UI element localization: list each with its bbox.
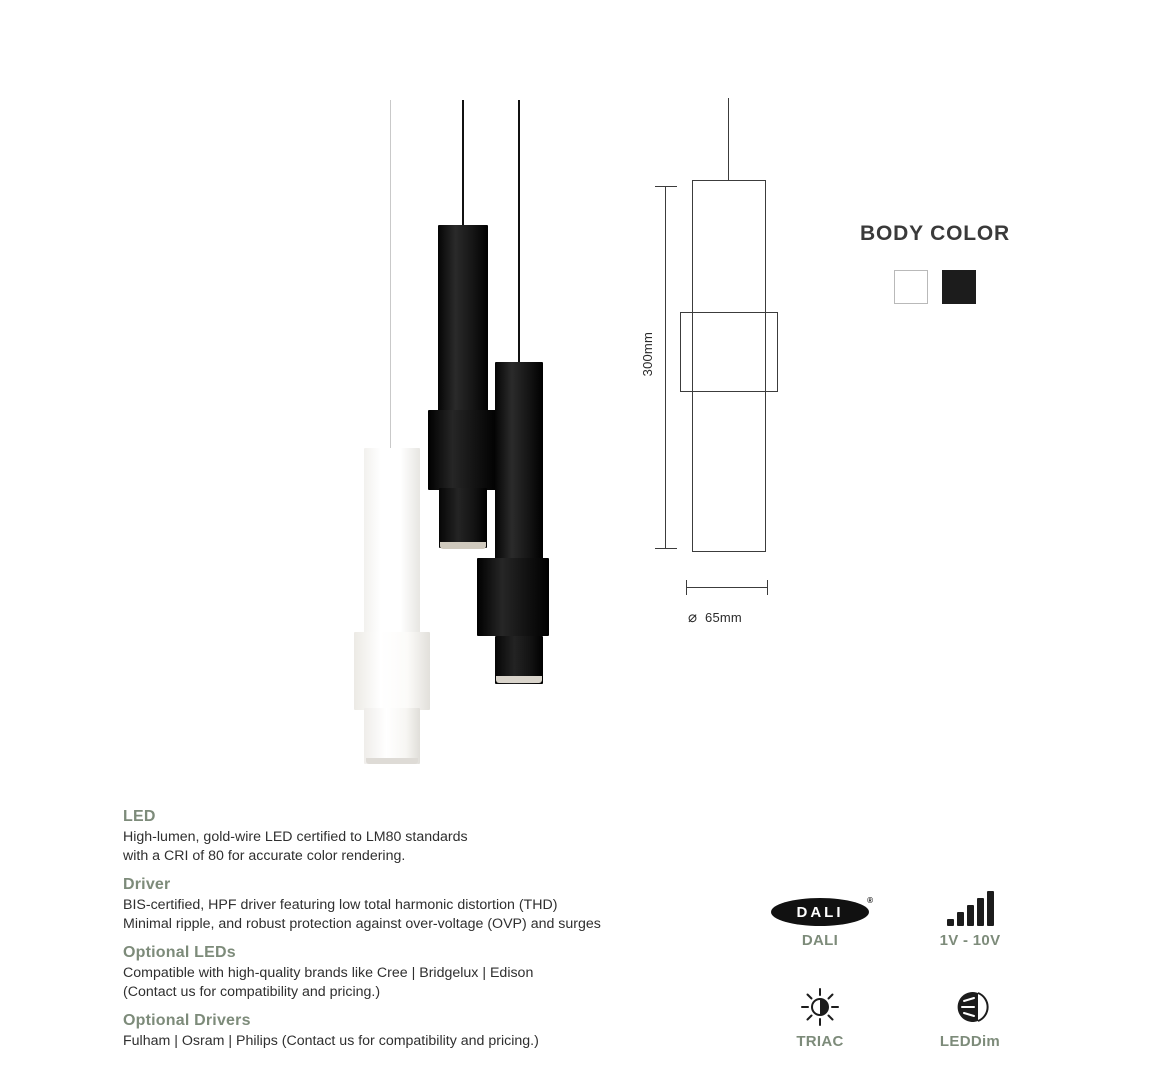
white-pendant-upper-tube bbox=[364, 448, 420, 638]
dimming-label-1v-10v: 1V - 10V bbox=[939, 932, 1001, 949]
spec-line-led-2: with a CRI of 80 for accurate color rendering. bbox=[123, 848, 406, 864]
dimming-label-dali: DALI bbox=[801, 932, 839, 949]
drawing-diameter-dimension-line bbox=[686, 587, 768, 588]
drawing-diameter-label: 65mm bbox=[705, 610, 742, 625]
cord-white-pendant bbox=[390, 100, 391, 448]
spec-title-driver: Driver bbox=[123, 876, 171, 893]
spec-line-optional-drivers-1: Fulham | Osram | Philips (Contact us for compatibility and pricing.) bbox=[123, 1033, 539, 1049]
cord-black-pendant-1 bbox=[462, 100, 464, 225]
body-color-section bbox=[790, 222, 1080, 304]
dali-logo-icon bbox=[745, 878, 895, 926]
body-color-title: BODY COLOR bbox=[860, 222, 1010, 245]
spec-title-optional-leds: Optional LEDs bbox=[123, 944, 236, 961]
registered-mark-icon: ® bbox=[867, 896, 873, 905]
dimming-option-dali bbox=[745, 878, 895, 949]
dimming-options bbox=[745, 878, 1045, 1050]
spec-line-driver-2: Minimal ripple, and robust protection against over-voltage (OVP) and surges bbox=[123, 916, 601, 932]
body-color-swatches bbox=[790, 270, 1080, 304]
diameter-symbol-icon: ⌀ bbox=[688, 609, 698, 626]
black-pendant-1-lower-tube bbox=[439, 488, 487, 548]
signal-bars-icon bbox=[895, 878, 1045, 926]
spec-block-optional-drivers bbox=[123, 1012, 743, 1051]
black-pendant-1-light-aperture bbox=[440, 542, 486, 549]
drawing-suspension-line bbox=[728, 98, 729, 180]
spec-block-led bbox=[123, 808, 743, 866]
dimming-option-leddim bbox=[895, 979, 1045, 1050]
dimming-label-triac: TRIAC bbox=[796, 1033, 844, 1050]
dali-badge-text: DALI bbox=[796, 903, 844, 921]
dimming-option-triac bbox=[745, 979, 895, 1050]
led-dim-icon bbox=[895, 979, 1045, 1027]
swatch-black[interactable] bbox=[942, 270, 976, 304]
black-pendant-2-light-aperture bbox=[496, 676, 542, 683]
dimming-option-1v-10v bbox=[895, 878, 1045, 949]
drawing-height-dimension-line bbox=[665, 186, 666, 548]
black-pendant-2-mid-collar bbox=[477, 558, 549, 636]
spec-line-optional-leds-1: Compatible with high-quality brands like Cree | Bridgelux | Edison bbox=[123, 965, 534, 981]
cord-black-pendant-2 bbox=[518, 100, 520, 362]
drawing-height-tick-bottom bbox=[655, 548, 677, 549]
product-photo bbox=[300, 90, 630, 790]
spec-block-driver bbox=[123, 876, 743, 934]
black-pendant-1-mid-collar bbox=[428, 410, 498, 490]
drawing-height-tick-top bbox=[655, 186, 677, 187]
half-sun-icon bbox=[745, 979, 895, 1027]
spec-line-driver-1: BIS-certified, HPF driver featuring low total harmonic distortion (THD) bbox=[123, 897, 558, 913]
drawing-collar-outline bbox=[680, 312, 778, 392]
drawing-height-label: 300mm bbox=[640, 332, 655, 377]
spec-block-optional-leds bbox=[123, 944, 743, 1002]
dimming-label-leddim: LEDDim bbox=[939, 1033, 1001, 1050]
white-pendant-light-aperture bbox=[366, 758, 418, 764]
black-pendant-2-upper-tube bbox=[495, 362, 543, 562]
spec-title-led: LED bbox=[123, 808, 156, 825]
drawing-diameter-tick-left bbox=[686, 580, 687, 595]
drawing-diameter-tick-right bbox=[767, 580, 768, 595]
spec-line-optional-leds-2: (Contact us for compatibility and pricing.) bbox=[123, 984, 381, 1000]
black-pendant-1-upper-tube bbox=[438, 225, 488, 415]
white-pendant-lower-tube bbox=[364, 708, 420, 764]
spec-line-led-1: High-lumen, gold-wire LED certified to LM80 standards bbox=[123, 829, 468, 845]
white-pendant-mid-collar bbox=[354, 632, 430, 710]
swatch-white[interactable] bbox=[894, 270, 928, 304]
drawing-diameter-label-group bbox=[688, 608, 742, 626]
spec-title-optional-drivers: Optional Drivers bbox=[123, 1012, 251, 1029]
technical-drawing bbox=[620, 90, 850, 650]
specifications bbox=[123, 808, 743, 1061]
